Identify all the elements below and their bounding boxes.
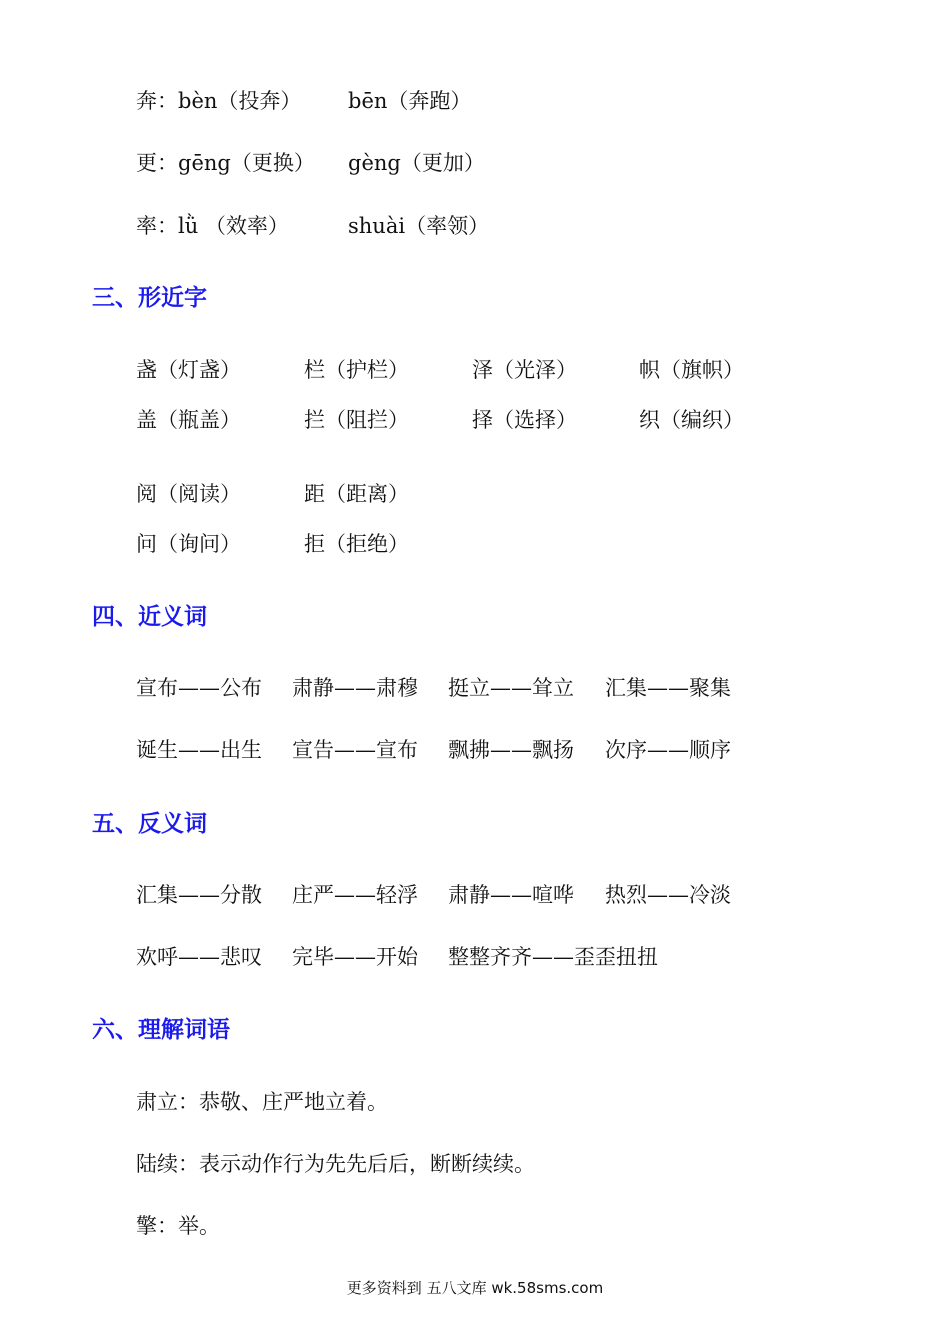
definition-line: 陆续：表示动作行为先先后后，断断续续。: [136, 1152, 535, 1176]
section-heading-understand-words: 六、理解词语: [92, 1017, 230, 1043]
antonym-pair: 完毕——开始: [292, 945, 418, 969]
synonym-pair: 肃静——肃穆: [292, 676, 418, 700]
section-heading-similar-chars: 三、形近字: [92, 285, 207, 311]
similar-char-item: 盖（瓶盖）: [136, 408, 241, 432]
synonym-pair: 次序——顺序: [605, 738, 731, 762]
polyphonic-reading-b: shuài（率领）: [348, 214, 490, 238]
similar-char-item: 盏（灯盏）: [136, 358, 241, 382]
antonym-pair: 汇集——分散: [136, 883, 262, 907]
similar-char-item: 拒（拒绝）: [304, 532, 409, 556]
similar-char-item: 拦（阻拦）: [304, 408, 409, 432]
similar-char-item: 阅（阅读）: [136, 482, 241, 506]
polyphonic-reading-a: 奔：bèn（投奔）: [136, 89, 302, 113]
similar-char-item: 泽（光泽）: [472, 358, 577, 382]
definition-line: 擎：举。: [136, 1214, 220, 1238]
synonym-pair: 挺立——耸立: [448, 676, 574, 700]
antonym-pair: 整整齐齐——歪歪扭扭: [448, 945, 658, 969]
synonym-pair: 汇集——聚集: [605, 676, 731, 700]
similar-char-item: 择（选择）: [472, 408, 577, 432]
similar-char-item: 问（询问）: [136, 532, 241, 556]
page-footer: 更多资料到 五八文库 wk.58sms.com: [346, 1279, 604, 1297]
synonym-pair: 诞生——出生: [136, 738, 262, 762]
section-heading-antonyms: 五、反义词: [92, 811, 207, 837]
antonym-pair: 热烈——冷淡: [605, 883, 731, 907]
synonym-pair: 宣告——宣布: [292, 738, 418, 762]
section-heading-synonyms: 四、近义词: [92, 604, 207, 630]
synonym-pair: 宣布——公布: [136, 676, 262, 700]
antonym-pair: 肃静——喧哗: [448, 883, 574, 907]
antonym-pair: 庄严——轻浮: [292, 883, 418, 907]
similar-char-item: 距（距离）: [304, 482, 409, 506]
polyphonic-reading-a: 更：gēng（更换）: [136, 151, 315, 175]
similar-char-item: 帜（旗帜）: [639, 358, 744, 382]
polyphonic-reading-b: gèng（更加）: [348, 151, 485, 175]
antonym-pair: 欢呼——悲叹: [136, 945, 262, 969]
polyphonic-reading-b: bēn（奔跑）: [348, 89, 472, 113]
synonym-pair: 飘拂——飘扬: [448, 738, 574, 762]
polyphonic-reading-a: 率：lǜ （效率）: [136, 214, 289, 238]
similar-char-item: 织（编织）: [639, 408, 744, 432]
similar-char-item: 栏（护栏）: [304, 358, 409, 382]
definition-line: 肃立：恭敬、庄严地立着。: [136, 1090, 388, 1114]
